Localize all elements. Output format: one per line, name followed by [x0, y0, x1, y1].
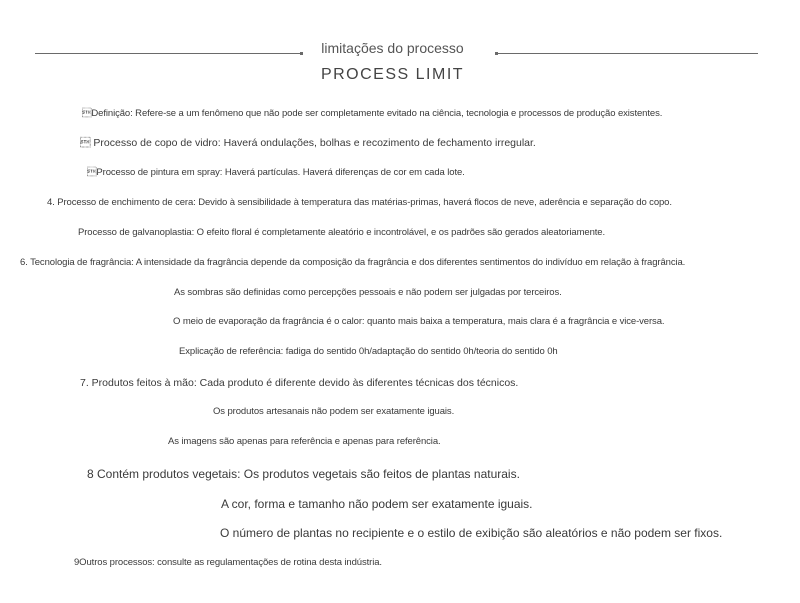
line-artisanal: Os produtos artesanais não podem ser exatamente iguais.: [213, 406, 455, 417]
line-plant-products: 8 Contém produtos vegetais: Os produtos vegetais são feitos de plantas naturais.: [87, 467, 520, 481]
line-handmade: 7. Produtos feitos à mão: Cada produto é diferente devido às diferentes técnicas dos técnicos.: [80, 377, 519, 389]
line-color-shape: A cor, forma e tamanho não podem ser exatamente iguais.: [221, 497, 533, 511]
line-definition: Definição: Refere-se a um fenômeno que não pode ser completamente evitado na ciência, tecnologia e processos de produção existentes.: [82, 108, 663, 119]
line-reference: Explicação de referência: fadiga do sentido 0h/adaptação do sentido 0h/teoria do sentido 0h: [179, 346, 558, 357]
line-wax-filling: 4. Processo de enchimento de cera: Devido à sensibilidade à temperatura das matérias-primas, haverá flocos de neve, aderência e separação do copo.: [47, 197, 672, 208]
line-shadows: As sombras são definidas como percepções pessoais e não podem ser julgadas por terceiros.: [174, 287, 562, 298]
title-portuguese: limitações do processo: [321, 40, 464, 56]
title-english: PROCESS LIMIT: [320, 66, 465, 83]
line-glass-cup:  Processo de copo de vidro: Haverá ondulações, bolhas e recozimento de fechamento irregular.: [80, 137, 536, 149]
line-electroplating: Processo de galvanoplastia: O efeito floral é completamente aleatório e incontrolável, e os padrões são gerados aleatoriamente.: [78, 227, 606, 238]
line-plant-count: O número de plantas no recipiente e o estilo de exibição são aleatórios e não podem ser fixos.: [220, 526, 723, 540]
line-evaporation: O meio de evaporação da fragrância é o calor: quanto mais baixa a temperatura, mais clara é a fragrância e vice-versa.: [173, 316, 665, 327]
line-images-reference: As imagens são apenas para referência e apenas para referência.: [168, 436, 441, 447]
line-other-processes: 9Outros processos: consulte as regulamentações de rotina desta indústria.: [74, 557, 382, 568]
line-fragrance-tech: 6. Tecnologia de fragrância: A intensidade da fragrância depende da composição da fragrância e dos diferentes sentimentos do indivíduo em relação à fragrância.: [20, 257, 686, 268]
line-spray-paint: Processo de pintura em spray: Haverá partículas. Haverá diferenças de cor em cada lote.: [87, 167, 465, 178]
